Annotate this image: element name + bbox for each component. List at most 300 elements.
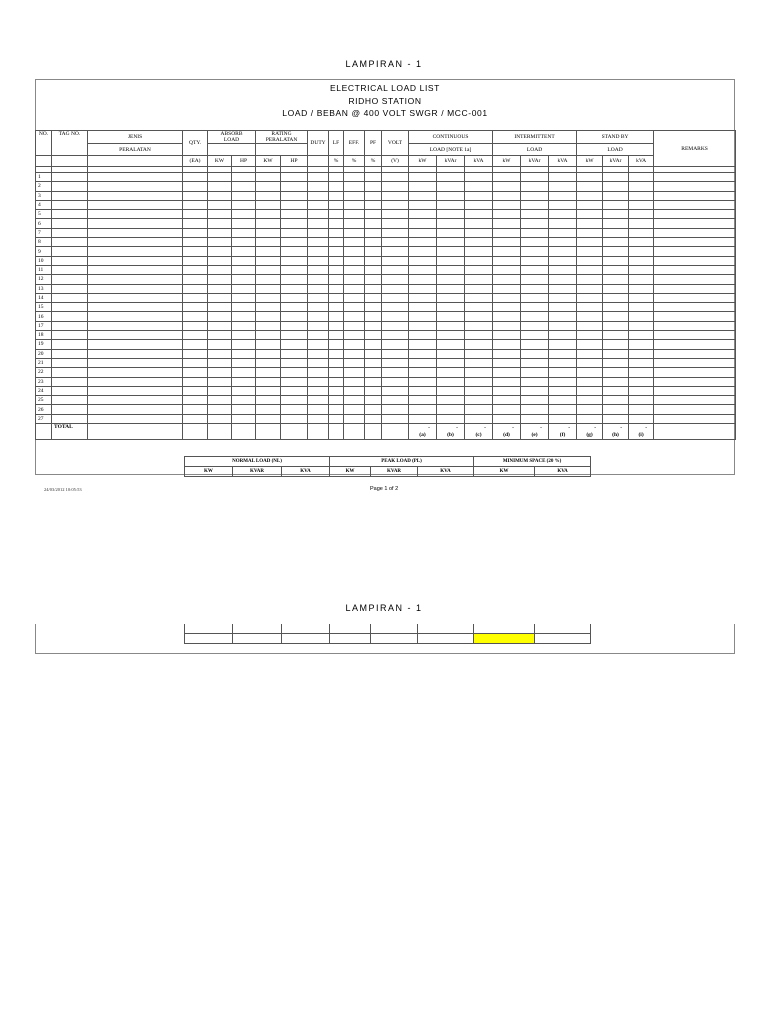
table-cell — [329, 228, 344, 237]
summary-sub-row — [185, 467, 591, 477]
table-cell — [281, 284, 308, 293]
table-cell — [382, 331, 409, 340]
table-cell — [629, 173, 654, 182]
table-cell — [329, 340, 344, 349]
table-cell — [365, 265, 382, 274]
table-cell — [465, 331, 493, 340]
table-cell — [329, 284, 344, 293]
table-cell — [603, 200, 629, 209]
total-letter: (e) — [531, 431, 538, 438]
table-cell — [493, 256, 521, 265]
summary-sub-label: KVAR — [233, 467, 282, 477]
table-cell — [577, 386, 603, 395]
table-cell — [183, 238, 208, 247]
row-number: 16 — [36, 312, 52, 321]
table-cell — [308, 312, 329, 321]
footer-timestamp: 24/03/2012 10:05:53 — [44, 487, 82, 492]
table-cell — [654, 414, 736, 423]
total-letter: (i) — [638, 431, 644, 438]
table-cell — [208, 386, 232, 395]
table-cell — [382, 265, 409, 274]
table-cell — [256, 219, 281, 228]
table-cell — [549, 396, 577, 405]
table-cell — [183, 191, 208, 200]
table-cell — [208, 331, 232, 340]
table-cell — [382, 358, 409, 367]
table-cell — [603, 377, 629, 386]
table-cell — [256, 386, 281, 395]
col-absorb-load: ABSORB LOAD — [208, 131, 256, 144]
table-cell — [52, 247, 88, 256]
table-cell — [603, 219, 629, 228]
table-cell — [603, 173, 629, 182]
table-cell — [521, 312, 549, 321]
table-cell — [183, 358, 208, 367]
table-cell — [308, 182, 329, 191]
table-cell — [409, 321, 437, 330]
table-cell — [654, 405, 736, 414]
table-cell — [382, 200, 409, 209]
table-cell — [232, 331, 256, 340]
table-cell — [409, 247, 437, 256]
table-cell — [437, 349, 465, 358]
table-cell — [493, 219, 521, 228]
table-cell — [493, 275, 521, 284]
table-cell — [437, 182, 465, 191]
table-cell — [382, 275, 409, 284]
table-cell — [256, 358, 281, 367]
table-cell — [308, 321, 329, 330]
table-cell — [465, 386, 493, 395]
table-cell — [344, 331, 365, 340]
highlighted-cell — [474, 634, 535, 644]
table-cell — [344, 173, 365, 182]
table-cell — [577, 284, 603, 293]
table-cell — [493, 414, 521, 423]
table-cell — [344, 303, 365, 312]
table-cell — [281, 293, 308, 302]
table-cell — [521, 386, 549, 395]
col-continuous: CONTINUOUS — [409, 131, 493, 144]
table-cell — [629, 368, 654, 377]
table-cell — [365, 386, 382, 395]
table-cell — [183, 228, 208, 237]
table-cell — [88, 219, 183, 228]
table-row — [36, 414, 736, 423]
table-cell — [437, 247, 465, 256]
total-dash: - — [645, 424, 648, 431]
table-cell — [437, 321, 465, 330]
total-cell — [281, 424, 308, 440]
table-cell — [654, 191, 736, 200]
table-cell — [521, 210, 549, 219]
table-cell — [654, 303, 736, 312]
table-cell — [654, 228, 736, 237]
table-cell — [88, 340, 183, 349]
table-cell — [382, 293, 409, 302]
table-cell — [549, 386, 577, 395]
table-cell — [88, 377, 183, 386]
table-cell — [183, 284, 208, 293]
table-cell — [329, 368, 344, 377]
table-cell — [521, 200, 549, 209]
table-cell — [52, 405, 88, 414]
table-cell — [577, 219, 603, 228]
table-cell — [208, 303, 232, 312]
header-line-3: LOAD / BEBAN @ 400 VOLT SWGR / MCC-001 — [282, 108, 488, 118]
table-cell — [365, 275, 382, 284]
table-cell — [437, 228, 465, 237]
unit-cell: kW — [409, 156, 437, 167]
table-cell — [577, 200, 603, 209]
table-cell — [654, 293, 736, 302]
table-cell — [183, 349, 208, 358]
table-cell — [465, 349, 493, 358]
row-number: 13 — [36, 284, 52, 293]
table-cell — [329, 200, 344, 209]
table-cell — [549, 321, 577, 330]
table-cell — [52, 284, 88, 293]
table-cell — [344, 256, 365, 265]
table-cell — [603, 340, 629, 349]
unit-cell: % — [365, 156, 382, 167]
table-cell — [232, 358, 256, 367]
table-cell — [577, 228, 603, 237]
table-cell — [365, 228, 382, 237]
table-cell — [382, 340, 409, 349]
col-eff: EFF. — [344, 131, 365, 156]
table-cell — [232, 200, 256, 209]
row-number: 12 — [36, 275, 52, 284]
table-cell — [344, 349, 365, 358]
table-cell — [409, 405, 437, 414]
table-cell — [493, 377, 521, 386]
row-number: 15 — [36, 303, 52, 312]
table-cell — [208, 256, 232, 265]
table-cell — [52, 331, 88, 340]
table-cell — [549, 228, 577, 237]
table-cell — [577, 321, 603, 330]
table-cell — [308, 293, 329, 302]
table-cell — [208, 396, 232, 405]
table-cell — [52, 191, 88, 200]
col-tag-no: TAG NO. — [52, 131, 88, 156]
table-cell — [409, 284, 437, 293]
total-cell — [232, 424, 256, 440]
table-cell — [232, 247, 256, 256]
table-cell — [208, 238, 232, 247]
table-cell — [52, 340, 88, 349]
table-cell — [465, 182, 493, 191]
table-cell — [344, 265, 365, 274]
table-cell — [88, 238, 183, 247]
table-cell — [308, 396, 329, 405]
table-cell — [88, 405, 183, 414]
table-cell — [493, 321, 521, 330]
table-cell — [577, 368, 603, 377]
col-peralatan: PERALATAN — [88, 144, 183, 156]
table-cell — [344, 358, 365, 367]
table-cell — [465, 191, 493, 200]
table-cell — [603, 238, 629, 247]
table-cell — [344, 228, 365, 237]
table-cell — [521, 349, 549, 358]
table-cell — [577, 247, 603, 256]
table-cell — [521, 173, 549, 182]
table-cell — [329, 303, 344, 312]
table-cell — [603, 191, 629, 200]
table-row — [36, 340, 736, 349]
table-cell — [329, 275, 344, 284]
table-cell — [549, 247, 577, 256]
table-cell — [281, 210, 308, 219]
table-cell — [629, 386, 654, 395]
table-cell — [281, 228, 308, 237]
table-cell — [654, 284, 736, 293]
col-no: NO. — [36, 131, 52, 156]
table-cell — [52, 386, 88, 395]
table-cell — [603, 414, 629, 423]
table-cell — [465, 200, 493, 209]
table-cell — [344, 219, 365, 228]
table-cell — [654, 312, 736, 321]
table-cell — [629, 210, 654, 219]
table-cell — [629, 265, 654, 274]
table-cell — [183, 377, 208, 386]
table-cell — [88, 265, 183, 274]
table-cell — [329, 377, 344, 386]
table-cell — [232, 265, 256, 274]
table-cell — [52, 293, 88, 302]
table-cell — [549, 349, 577, 358]
total-dash: - — [540, 424, 543, 431]
table-cell — [329, 293, 344, 302]
table-cell — [629, 200, 654, 209]
table-cell — [654, 238, 736, 247]
summary-sub-label: KVA — [535, 467, 591, 477]
table-cell — [308, 284, 329, 293]
table-cell — [437, 275, 465, 284]
table-cell — [465, 321, 493, 330]
table-row — [36, 182, 736, 191]
table-cell — [549, 405, 577, 414]
table-cell — [365, 238, 382, 247]
table-cell — [365, 219, 382, 228]
total-row — [36, 424, 736, 440]
table-cell — [382, 414, 409, 423]
table-cell — [344, 386, 365, 395]
table-cell — [232, 293, 256, 302]
table-cell — [88, 275, 183, 284]
table-cell — [465, 210, 493, 219]
table-cell — [521, 228, 549, 237]
table-cell — [654, 377, 736, 386]
table-cell — [329, 396, 344, 405]
table-cell — [437, 256, 465, 265]
table-row — [36, 368, 736, 377]
table-cell — [465, 256, 493, 265]
table-cell — [365, 368, 382, 377]
table-cell — [654, 275, 736, 284]
table-cell — [365, 340, 382, 349]
table-cell — [654, 386, 736, 395]
table-cell — [577, 396, 603, 405]
table-cell — [603, 182, 629, 191]
table-cell — [208, 321, 232, 330]
table-cell — [281, 191, 308, 200]
table-cell — [256, 340, 281, 349]
table-cell — [208, 312, 232, 321]
table-cell — [493, 386, 521, 395]
table-cell — [437, 210, 465, 219]
table-cell — [409, 191, 437, 200]
table-cell — [183, 396, 208, 405]
table-cell — [88, 414, 183, 423]
table-cell — [409, 182, 437, 191]
table-cell — [409, 275, 437, 284]
total-cell — [654, 424, 736, 440]
table-cell — [493, 238, 521, 247]
table-cell — [629, 396, 654, 405]
table-cell — [365, 284, 382, 293]
table-cell — [382, 303, 409, 312]
table-cell — [603, 368, 629, 377]
table-cell — [629, 238, 654, 247]
table-cell — [344, 321, 365, 330]
table-cell — [208, 293, 232, 302]
table-cell — [256, 377, 281, 386]
table-cell — [549, 275, 577, 284]
table-cell — [437, 414, 465, 423]
col-jenis: JENIS — [88, 131, 183, 144]
summary-sub-label: KVA — [418, 467, 474, 477]
table-row — [36, 256, 736, 265]
table-cell — [549, 331, 577, 340]
row-number: 21 — [36, 358, 52, 367]
table-cell — [549, 200, 577, 209]
table-cell — [281, 219, 308, 228]
table-cell — [308, 349, 329, 358]
table-cell — [549, 284, 577, 293]
row-number: 22 — [36, 368, 52, 377]
table-cell — [183, 275, 208, 284]
table-cell — [493, 228, 521, 237]
table-cell — [437, 340, 465, 349]
table-cell — [654, 182, 736, 191]
table-cell — [382, 284, 409, 293]
table-cell — [365, 414, 382, 423]
table-cell — [365, 256, 382, 265]
table-row — [36, 349, 736, 358]
table-row — [36, 275, 736, 284]
table-cell — [88, 182, 183, 191]
table-cell — [183, 182, 208, 191]
table-cell — [344, 200, 365, 209]
table-cell — [437, 173, 465, 182]
table-cell — [208, 414, 232, 423]
table-cell — [281, 200, 308, 209]
table-cell — [603, 312, 629, 321]
table-cell — [329, 247, 344, 256]
table-cell — [232, 349, 256, 358]
table-cell — [232, 173, 256, 182]
table-cell — [629, 405, 654, 414]
row-number: 14 — [36, 293, 52, 302]
table-cell — [329, 265, 344, 274]
table-cell — [308, 228, 329, 237]
table-cell — [493, 210, 521, 219]
table-cell — [577, 340, 603, 349]
row-number: 10 — [36, 256, 52, 265]
table-cell — [183, 414, 208, 423]
table-cell — [208, 228, 232, 237]
table-cell — [256, 321, 281, 330]
row-number: 18 — [36, 331, 52, 340]
table-cell — [365, 200, 382, 209]
table-cell — [329, 386, 344, 395]
table-cell — [493, 405, 521, 414]
summary-sub-label: KW — [330, 467, 371, 477]
table-cell — [344, 191, 365, 200]
table-cell — [88, 228, 183, 237]
table-cell — [232, 228, 256, 237]
table-cell — [183, 293, 208, 302]
table-cell — [409, 238, 437, 247]
table-cell — [521, 284, 549, 293]
table-cell — [232, 312, 256, 321]
table-cell — [549, 256, 577, 265]
table-cell — [281, 396, 308, 405]
table-cell — [256, 247, 281, 256]
table-cell — [603, 331, 629, 340]
table-cell — [465, 405, 493, 414]
table-cell — [88, 210, 183, 219]
normal-load-label: NORMAL LOAD (NL) — [185, 457, 330, 467]
table-cell — [549, 173, 577, 182]
table-cell — [549, 340, 577, 349]
total-cell — [308, 424, 329, 440]
unit-cell: % — [329, 156, 344, 167]
table-cell — [629, 349, 654, 358]
table-cell — [329, 358, 344, 367]
table-cell — [52, 358, 88, 367]
table-cell — [52, 275, 88, 284]
table-cell — [465, 377, 493, 386]
table-row — [36, 247, 736, 256]
table-cell — [88, 173, 183, 182]
table-cell — [281, 312, 308, 321]
table-cell — [577, 303, 603, 312]
table-cell — [344, 405, 365, 414]
table-cell — [409, 349, 437, 358]
table-cell — [382, 238, 409, 247]
table-cell — [281, 182, 308, 191]
table-cell — [281, 173, 308, 182]
table-cell — [308, 200, 329, 209]
table-cell — [281, 256, 308, 265]
table-cell — [208, 210, 232, 219]
table-cell — [88, 396, 183, 405]
table-cell — [208, 265, 232, 274]
table-cell — [88, 200, 183, 209]
table-cell — [232, 191, 256, 200]
table-cell — [603, 275, 629, 284]
table-cell — [577, 331, 603, 340]
table-cell — [521, 256, 549, 265]
col-continuous-sub: LOAD [NOTE 1a] — [409, 144, 493, 156]
table-cell — [493, 191, 521, 200]
table-cell — [308, 238, 329, 247]
